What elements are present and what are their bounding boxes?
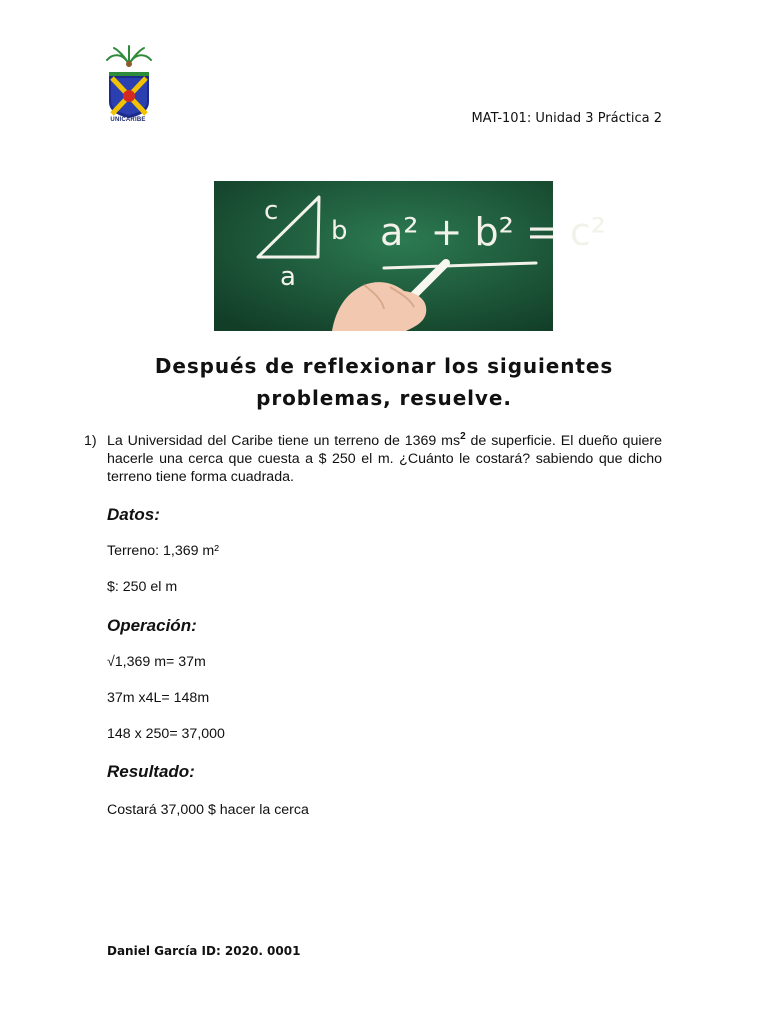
- title-line-1: Después de reflexionar los siguientes: [154, 354, 614, 378]
- banner-label-c: c: [264, 196, 279, 226]
- datos-heading: Datos:: [107, 505, 160, 524]
- problem-number: 1): [84, 433, 97, 449]
- datos-line-1: Terreno: 1,369 m²: [107, 543, 219, 559]
- problem-statement: [84, 432, 662, 486]
- title-line-2: problemas, resuelve.: [256, 386, 512, 410]
- problem-text-before: La Universidad del Caribe tiene un terreno de 1369 ms: [107, 433, 461, 449]
- resultado-line-1: Costará 37,000 $ hacer la cerca: [107, 802, 309, 818]
- banner-label-a: a: [280, 262, 296, 292]
- page-title: [100, 350, 668, 414]
- course-code: MAT-101: Unidad 3 Práctica 2: [471, 111, 662, 126]
- logo-caption: UNICARIBE: [110, 117, 146, 123]
- operacion-heading: Operación:: [107, 616, 197, 635]
- banner-formula: a² + b² = c²: [380, 210, 606, 254]
- problem-text-after: de superficie. El dueño quiere hacerle una cerca que cuesta a $ 250 el m. ¿Cuánto le costará? sabiendo que dicho terreno tiene forma cuadrada.: [107, 433, 662, 485]
- banner-label-b: b: [331, 216, 348, 246]
- unicaribe-logo: [104, 42, 154, 128]
- datos-line-2: $: 250 el m: [107, 579, 178, 595]
- operacion-line-3: 148 x 250= 37,000: [107, 726, 225, 742]
- footer-author: Daniel García ID: 2020. 0001: [107, 944, 301, 958]
- resultado-heading: Resultado:: [107, 762, 195, 781]
- chalkboard-banner-image: [214, 181, 606, 331]
- operacion-line-2: 37m x4L= 148m: [107, 690, 210, 706]
- problem-superscript: 2: [460, 431, 466, 442]
- problem-text: [107, 432, 662, 486]
- operacion-line-1: √1,369 m= 37m: [107, 654, 206, 670]
